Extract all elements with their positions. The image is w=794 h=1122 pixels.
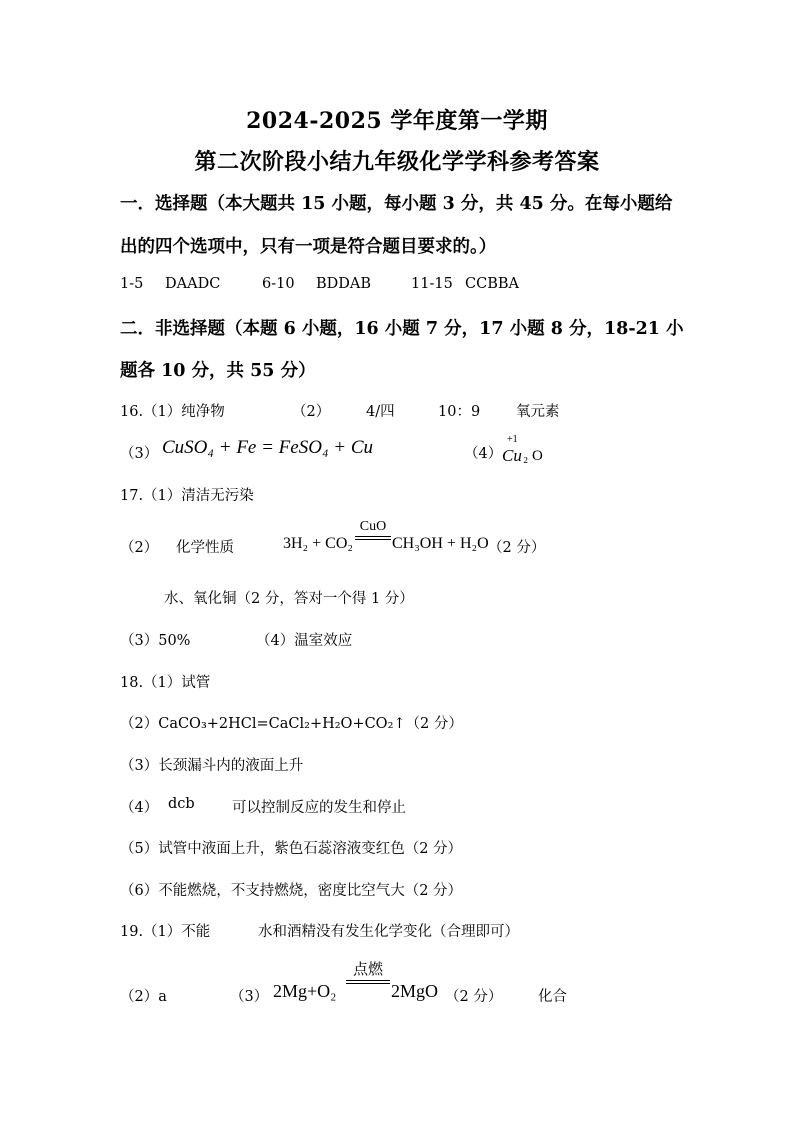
answer-range-3: 11-15 xyxy=(411,276,453,292)
q18-part3: （3）长颈漏斗内的液面上升 xyxy=(120,758,304,774)
q16-part2-label: （2） xyxy=(292,404,331,420)
q18-part4-answer-a: dcb xyxy=(168,796,195,812)
q19-part3-label: （3） xyxy=(230,989,269,1005)
q19-part3-condition: 点燃 xyxy=(352,960,383,978)
answer-value-2: BDDAB xyxy=(316,276,372,292)
q17-part2-extra: 水、氧化铜（2 分，答对一个得 1 分） xyxy=(164,591,414,607)
q19-part3-double-line xyxy=(346,980,390,984)
q16-part4-formula-rest: ₂ O xyxy=(523,448,543,464)
section1-heading-line1: 一．选择题（本大题共 15 小题，每小题 3 分，共 45 分。在每小题给 xyxy=(120,194,673,214)
answer-range-1: 1-5 xyxy=(120,276,144,292)
section2-heading-line2: 题各 10 分，共 55 分） xyxy=(120,361,316,381)
q17-part1: 17.（1）清洁无污染 xyxy=(120,488,254,504)
q17-part3: （3）50% xyxy=(120,633,191,649)
q19-part3-equation-right: 2MgO xyxy=(391,981,439,1001)
q18-part6: （6）不能燃烧，不支持燃烧，密度比空气大（2 分） xyxy=(120,883,463,899)
page-title-line1: 2024-2025 学年度第一学期 xyxy=(246,108,548,134)
q16-part4-label: （4） xyxy=(464,446,503,462)
section1-heading-line2: 出的四个选项中，只有一项是符合题目要求的。） xyxy=(120,237,497,257)
q17-part2-reaction-arrow xyxy=(355,520,391,540)
q17-part2-condition: CuO xyxy=(359,519,387,534)
page-title-line2: 第二次阶段小结九年级化学学科参考答案 xyxy=(194,149,600,175)
q19-part3-equation-left: 2Mg+O₂ xyxy=(273,981,337,1001)
answer-range-2: 6-10 xyxy=(262,276,295,292)
q17-part2-equation-right: CH₃OH + H₂O xyxy=(392,535,489,552)
q19-part3-reaction-type: 化合 xyxy=(538,989,567,1005)
q19-part1-reason: 水和酒精没有发生化学变化（合理即可） xyxy=(258,924,519,940)
q19-part3-score: （2 分） xyxy=(445,989,503,1005)
q16-part4-valence: +1 xyxy=(507,434,518,445)
q16-part2-answer-a: 4/四 xyxy=(366,404,395,420)
q16-part2-answer-c: 氧元素 xyxy=(516,404,560,420)
section2-heading-line1: 二．非选择题（本题 6 小题，16 小题 7 分，17 小题 8 分，18-21 小 xyxy=(120,319,684,339)
q19-part3-reaction-arrow xyxy=(346,961,390,984)
q19-part2: （2）a xyxy=(120,989,167,1005)
q16-part3-label: （3） xyxy=(120,446,159,462)
answer-value-1: DAADC xyxy=(165,276,221,292)
q18-part1: 18.（1）试管 xyxy=(120,675,211,691)
q16-part1: 16.（1）纯净物 xyxy=(120,404,225,420)
answer-value-3: CCBBA xyxy=(465,276,519,292)
q18-part2: （2）CaCO₃+2HCl=CaCl₂+H₂O+CO₂↑（2 分） xyxy=(120,716,463,732)
q17-part2-double-line xyxy=(355,536,391,540)
q16-part4-cu: Cu xyxy=(502,446,522,465)
q18-part4-answer-b: 可以控制反应的发生和停止 xyxy=(232,800,406,816)
q18-part5: （5）试管中液面上升，紫色石蕊溶液变红色（2 分） xyxy=(120,841,463,857)
q17-part2-equation-left: 3H₂ + CO₂ xyxy=(283,535,353,552)
q16-part2-answer-b: 10：9 xyxy=(438,404,481,420)
q17-part2-label: （2） xyxy=(120,540,159,556)
q18-part4-label: （4） xyxy=(120,800,159,816)
q19-part1-label: 19.（1）不能 xyxy=(120,924,211,940)
q16-part3-equation: CuSO₄ + Fe = FeSO₄ + Cu xyxy=(162,437,374,458)
q17-part4: （4）温室效应 xyxy=(256,633,353,649)
q17-part2-text: 化学性质 xyxy=(176,540,234,556)
q17-part2-score: （2 分） xyxy=(488,540,546,556)
